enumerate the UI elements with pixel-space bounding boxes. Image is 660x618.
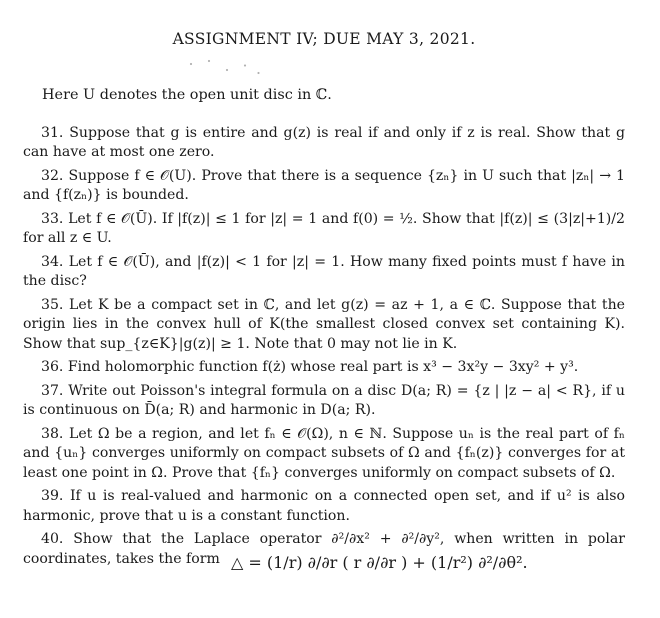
problem-number: 34.	[41, 254, 64, 270]
problem-text: Suppose that g is entire and g(z) is real if and only if z is real. Show that g can have at most one zero.	[23, 125, 625, 161]
problem-text: Let K be a compact set in ℂ, and let g(z) = az + 1, a ∈ ℂ. Suppose that the origin lies in the convex hull of K(the smallest closed convex set containing K). Show that sup_{z∈K}|g(z)| ≥ 1. Note that 0 may not lie in K.	[23, 297, 625, 352]
problem-text: Find holomorphic function f(ż) whose real part is x³ − 3x²y − 3xy² + y³.	[67, 359, 579, 376]
problem-text: Let f ∈ 𝒪(Ū), and |f(z)| < 1 for |z| = 1. How many fixed points must f have in the disc?	[23, 254, 625, 290]
problem-number: 38.	[41, 426, 64, 442]
problem-text: Let Ω be a region, and let fₙ ∈ 𝒪(Ω), n ∈ ℕ. Suppose uₙ is the real part of fₙ and {uₙ} converges uniformly on compact subsets of Ω and {fₙ(z)} converges for at least one point in Ω. Prove that {fₙ} converges uniformly on compact subsets of Ω.	[23, 426, 625, 481]
problem-text: If u is real-valued and harmonic on a connected open set, and if u² is also harmonic, prove that u is a constant function.	[23, 488, 625, 524]
problem-35	[23, 296, 625, 354]
problem-37	[23, 382, 625, 421]
problem-number: 32.	[41, 168, 64, 184]
problem-36	[23, 358, 625, 377]
problem-32	[23, 167, 625, 206]
problem-31	[23, 124, 625, 163]
problem-number: 33.	[41, 211, 64, 227]
problem-number: 40.	[41, 531, 64, 548]
problem-number: 37.	[41, 383, 64, 399]
problem-number: 31.	[41, 125, 64, 141]
problem-number: 39.	[41, 488, 64, 505]
problem-34	[23, 253, 625, 292]
problem-33	[23, 210, 625, 249]
problem-list	[23, 124, 625, 573]
problem-number: 36.	[41, 359, 64, 376]
problem-text: Show that the Laplace operator ∂²/∂x² + ∂²/∂y², when written in polar coordinates, takes the form	[23, 531, 625, 567]
laplacian-polar-formula: △ = (1/r) ∂/∂r ( r ∂/∂r ) + (1/r²) ∂²/∂θ².	[231, 553, 528, 572]
scan-noise	[182, 55, 272, 85]
intro-text: Here U denotes the open unit disc in ℂ.	[42, 87, 332, 103]
problem-text: Let f ∈ 𝒪(Ū). If |f(z)| ≤ 1 for |z| = 1 and f(0) = ½. Show that |f(z)| ≤ (3|z|+1)/2 for all z ∈ U.	[23, 211, 626, 247]
problem-text: Suppose f ∈ 𝒪(U). Prove that there is a sequence {zₙ} in U such that |zₙ| → 1 and {f(zₙ)} is bounded.	[23, 168, 626, 204]
problem-39	[23, 487, 625, 526]
problem-text: Write out Poisson's integral formula on a disc D(a; R) = {z | |z − a| < R}, if u is continuous on D̄(a; R) and harmonic in D(a; R).	[23, 383, 625, 419]
problem-38	[23, 425, 625, 483]
problem-number: 35.	[41, 297, 64, 313]
page-title: ASSIGNMENT IV; DUE MAY 3, 2021.	[172, 30, 476, 48]
